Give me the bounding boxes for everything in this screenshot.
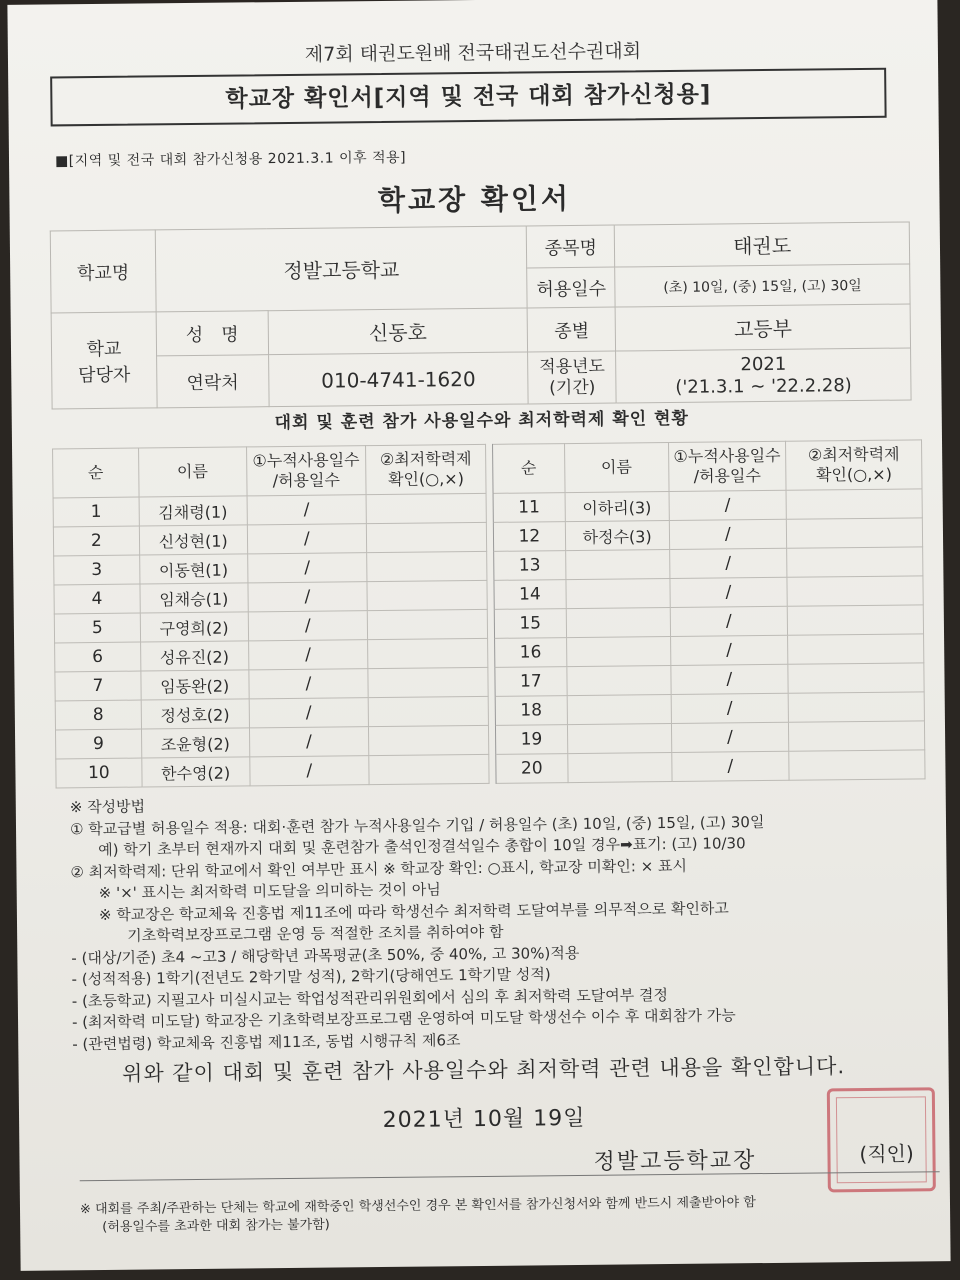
note-1: ① 학교급별 허용일수 적용: 대회·훈련 참가 누적사용일수 기입 / 허용일수 (초) 10일, (중) 15일, (고) 30일 <box>69 812 765 838</box>
writing-instructions <box>70 788 943 1055</box>
roster-check <box>789 750 925 780</box>
event-title: 제7회 태권도원배 전국태권도선수권대회 <box>304 40 642 66</box>
manager-label: 학교 담당자 <box>51 312 157 409</box>
roster-days: / <box>247 553 367 583</box>
roster-no: 19 <box>495 725 567 755</box>
roster-name: 구영희(2) <box>140 612 248 642</box>
roster-name <box>565 550 669 580</box>
footer-line-2: (허용일수를 초과한 대회 참가는 불가함) <box>102 1217 330 1235</box>
roster-name: 이동현(1) <box>139 554 247 584</box>
roster-check <box>369 725 489 755</box>
roster-no: 8 <box>55 700 141 730</box>
division-label: 종별 <box>528 307 616 352</box>
roster-days: / <box>671 751 789 781</box>
detail-5: - (관련법령) 학교체육 진흥법 제11조, 동법 시행규칙 제6조 <box>72 1030 461 1053</box>
roster-check <box>787 547 923 577</box>
header-days-left: ①누적사용일수 /허용일수 <box>246 446 366 496</box>
roster-no: 9 <box>55 729 141 759</box>
roster-days: / <box>249 727 369 757</box>
roster-days: / <box>249 698 369 728</box>
school-info-table <box>50 221 912 409</box>
roster-no: 6 <box>55 642 141 672</box>
roster-table <box>52 439 926 788</box>
roster-no: 18 <box>495 696 567 726</box>
principal-signature: 정발고등학교장 <box>593 1148 757 1175</box>
year-label: 적용년도 (기간) <box>528 351 616 404</box>
roster-check <box>786 489 922 519</box>
roster-name: 김채령(1) <box>139 496 247 526</box>
roster-check <box>787 518 923 548</box>
roster-no: 17 <box>495 667 567 697</box>
roster-check <box>368 638 488 668</box>
allowed-days-label: 허용일수 <box>527 267 615 308</box>
roster-name <box>567 694 671 724</box>
roster-days: / <box>670 606 788 636</box>
roster-no: 20 <box>496 754 568 784</box>
roster-days: / <box>669 519 787 549</box>
allowed-days-value: (초) 10일, (중) 15일, (고) 30일 <box>615 264 910 307</box>
contact-label: 연락처 <box>156 355 268 408</box>
year-cell <box>616 348 911 403</box>
detail-2: - (성적적용) 1학기(전년도 2학기말 성적), 2학기(당해연도 1학기말 성적) <box>71 965 551 989</box>
roster-check <box>788 692 924 722</box>
roster-no: 2 <box>53 526 139 556</box>
roster-check <box>789 721 925 751</box>
roster-no: 3 <box>54 555 140 585</box>
roster-name: 조윤형(2) <box>141 728 249 758</box>
document-title: 학교장 확인서[지역 및 전국 대회 참가신청용] <box>50 68 886 127</box>
roster-days: / <box>247 495 367 525</box>
header-name-right: 이름 <box>564 443 668 493</box>
header-check-left: ②최저학력제 확인(○,×) <box>366 444 486 494</box>
roster-name <box>567 723 671 753</box>
roster-check <box>788 663 924 693</box>
roster-check <box>366 493 486 523</box>
roster-check <box>367 551 487 581</box>
roster-days: / <box>247 582 367 612</box>
applicability-notice: ■[지역 및 전국 대회 참가신청용 2021.3.1 이후 적용] <box>54 149 407 170</box>
roster-days: / <box>669 548 787 578</box>
roster-no: 7 <box>55 671 141 701</box>
roster-no: 1 <box>53 497 139 527</box>
roster-no: 10 <box>56 758 142 788</box>
roster-name: 임동완(2) <box>141 670 249 700</box>
manager-name-label: 성 명 <box>156 311 268 356</box>
note-2-c: 기초학력보장프로그램 운영 등 적절한 조치를 취하여야 함 <box>127 922 504 945</box>
roster-days: / <box>248 640 368 670</box>
sport-value: 태권도 <box>615 222 910 267</box>
note-1-example: 예) 학기 초부터 현재까지 대회 및 훈련참가 출석인정결석일수 총합이 10일 경우➡표기: (고) 10/30 <box>98 834 746 859</box>
division-value: 고등부 <box>615 304 910 351</box>
roster-check <box>368 696 488 726</box>
detail-4: - (최저학력 미도달) 학교장은 기초학력보장프로그램 운영하여 미도달 학생선수 이수 후 대회참가 가능 <box>71 1006 736 1032</box>
roster-name <box>566 608 670 638</box>
confirmation-date: 2021년 10월 19일 <box>382 1105 586 1134</box>
roster-days: / <box>669 577 787 607</box>
header-days-right: ①누적사용일수 /허용일수 <box>668 441 786 491</box>
roster-no: 15 <box>494 609 566 639</box>
footer-notice <box>80 1171 941 1237</box>
roster-name: 신성현(1) <box>139 525 247 555</box>
school-name-value: 정발고등학교 <box>155 226 527 312</box>
form-title: 학교장 확인서 <box>377 182 572 218</box>
roster-no: 14 <box>494 580 566 610</box>
roster-days: / <box>247 524 367 554</box>
note-2-a: ※ '×' 표시는 최저학력 미도달을 의미하는 것이 아님 <box>98 880 441 902</box>
roster-check <box>787 576 923 606</box>
header-no-left: 순 <box>53 448 139 498</box>
note-2-b: ※ 학교장은 학교체육 진흥법 제11조에 따라 학생선수 최저학력 도달여부를 의무적으로 확인하고 <box>98 898 729 924</box>
note-2: ② 최저학력제: 단위 학교에서 확인 여부만 표시 ※ 학교장 확인: ○표시, 학교장 미확인: × 표시 <box>70 856 688 881</box>
roster-name <box>567 665 671 695</box>
roster-days: / <box>670 664 788 694</box>
roster-no: 16 <box>494 638 566 668</box>
period-value: ('21.3.1 ~ '22.2.28) <box>675 374 852 398</box>
roster-check <box>367 522 487 552</box>
detail-1: - (대상/기준) 초4 ~고3 / 해당학년 과목평균(초 50%, 중 40%, 고 30%)적용 <box>71 943 580 967</box>
roster-days: / <box>669 490 787 520</box>
manager-name-value: 신동호 <box>268 308 528 355</box>
roster-name <box>568 752 672 782</box>
roster-name: 정성호(2) <box>141 699 249 729</box>
roster-name <box>566 636 670 666</box>
seal-label: (직인) <box>859 1141 914 1167</box>
contact-value: 010-4741-1620 <box>268 352 528 407</box>
roster-days: / <box>670 635 788 665</box>
roster-name: 한수영(2) <box>142 757 250 787</box>
school-name-label: 학교명 <box>50 230 156 313</box>
roster-no: 13 <box>494 551 566 581</box>
roster-no: 4 <box>54 584 140 614</box>
roster-name: 이하리(3) <box>565 492 669 522</box>
roster-days: / <box>671 722 789 752</box>
year-value: 2021 <box>740 353 787 375</box>
roster-name <box>566 579 670 609</box>
roster-name: 임채승(1) <box>140 583 248 613</box>
detail-3: - (초등학교) 지필고사 미실시교는 학업성적관리위원회에서 심의 후 최저학력 도달여부 결정 <box>71 985 669 1010</box>
roster-no: 5 <box>54 613 140 643</box>
roster-check <box>787 605 923 635</box>
roster-check <box>368 667 488 697</box>
roster-check <box>788 634 924 664</box>
roster-no: 11 <box>493 493 565 523</box>
confirmation-statement: 위와 같이 대회 및 훈련 참가 사용일수와 최저학력 관련 내용을 확인합니다. <box>121 1054 846 1086</box>
roster-check <box>367 580 487 610</box>
status-title: 대회 및 훈련 참가 사용일수와 최저학력제 확인 현황 <box>274 408 690 434</box>
roster-days: / <box>249 756 369 786</box>
roster-no: 12 <box>493 522 565 552</box>
roster-days: / <box>671 693 789 723</box>
roster-check <box>369 754 489 784</box>
roster-days: / <box>248 611 368 641</box>
roster-name: 하정수(3) <box>565 521 669 551</box>
footer-line-1: ※ 대회를 주최/주관하는 단체는 학교에 재학중인 학생선수인 경우 본 확인서를 참가신청서와 함께 반드시 제출받아야 함 <box>79 1195 756 1218</box>
roster-days: / <box>248 669 368 699</box>
sport-label: 종목명 <box>527 225 615 268</box>
document-page <box>7 0 950 1271</box>
header-check-right: ②최저학력제 확인(○,×) <box>786 440 922 490</box>
roster-check <box>367 609 487 639</box>
notes-heading: ※ 작성방법 <box>69 797 146 817</box>
roster-name: 성유진(2) <box>140 641 248 671</box>
header-no-right: 순 <box>492 444 564 494</box>
header-name-left: 이름 <box>138 447 246 497</box>
